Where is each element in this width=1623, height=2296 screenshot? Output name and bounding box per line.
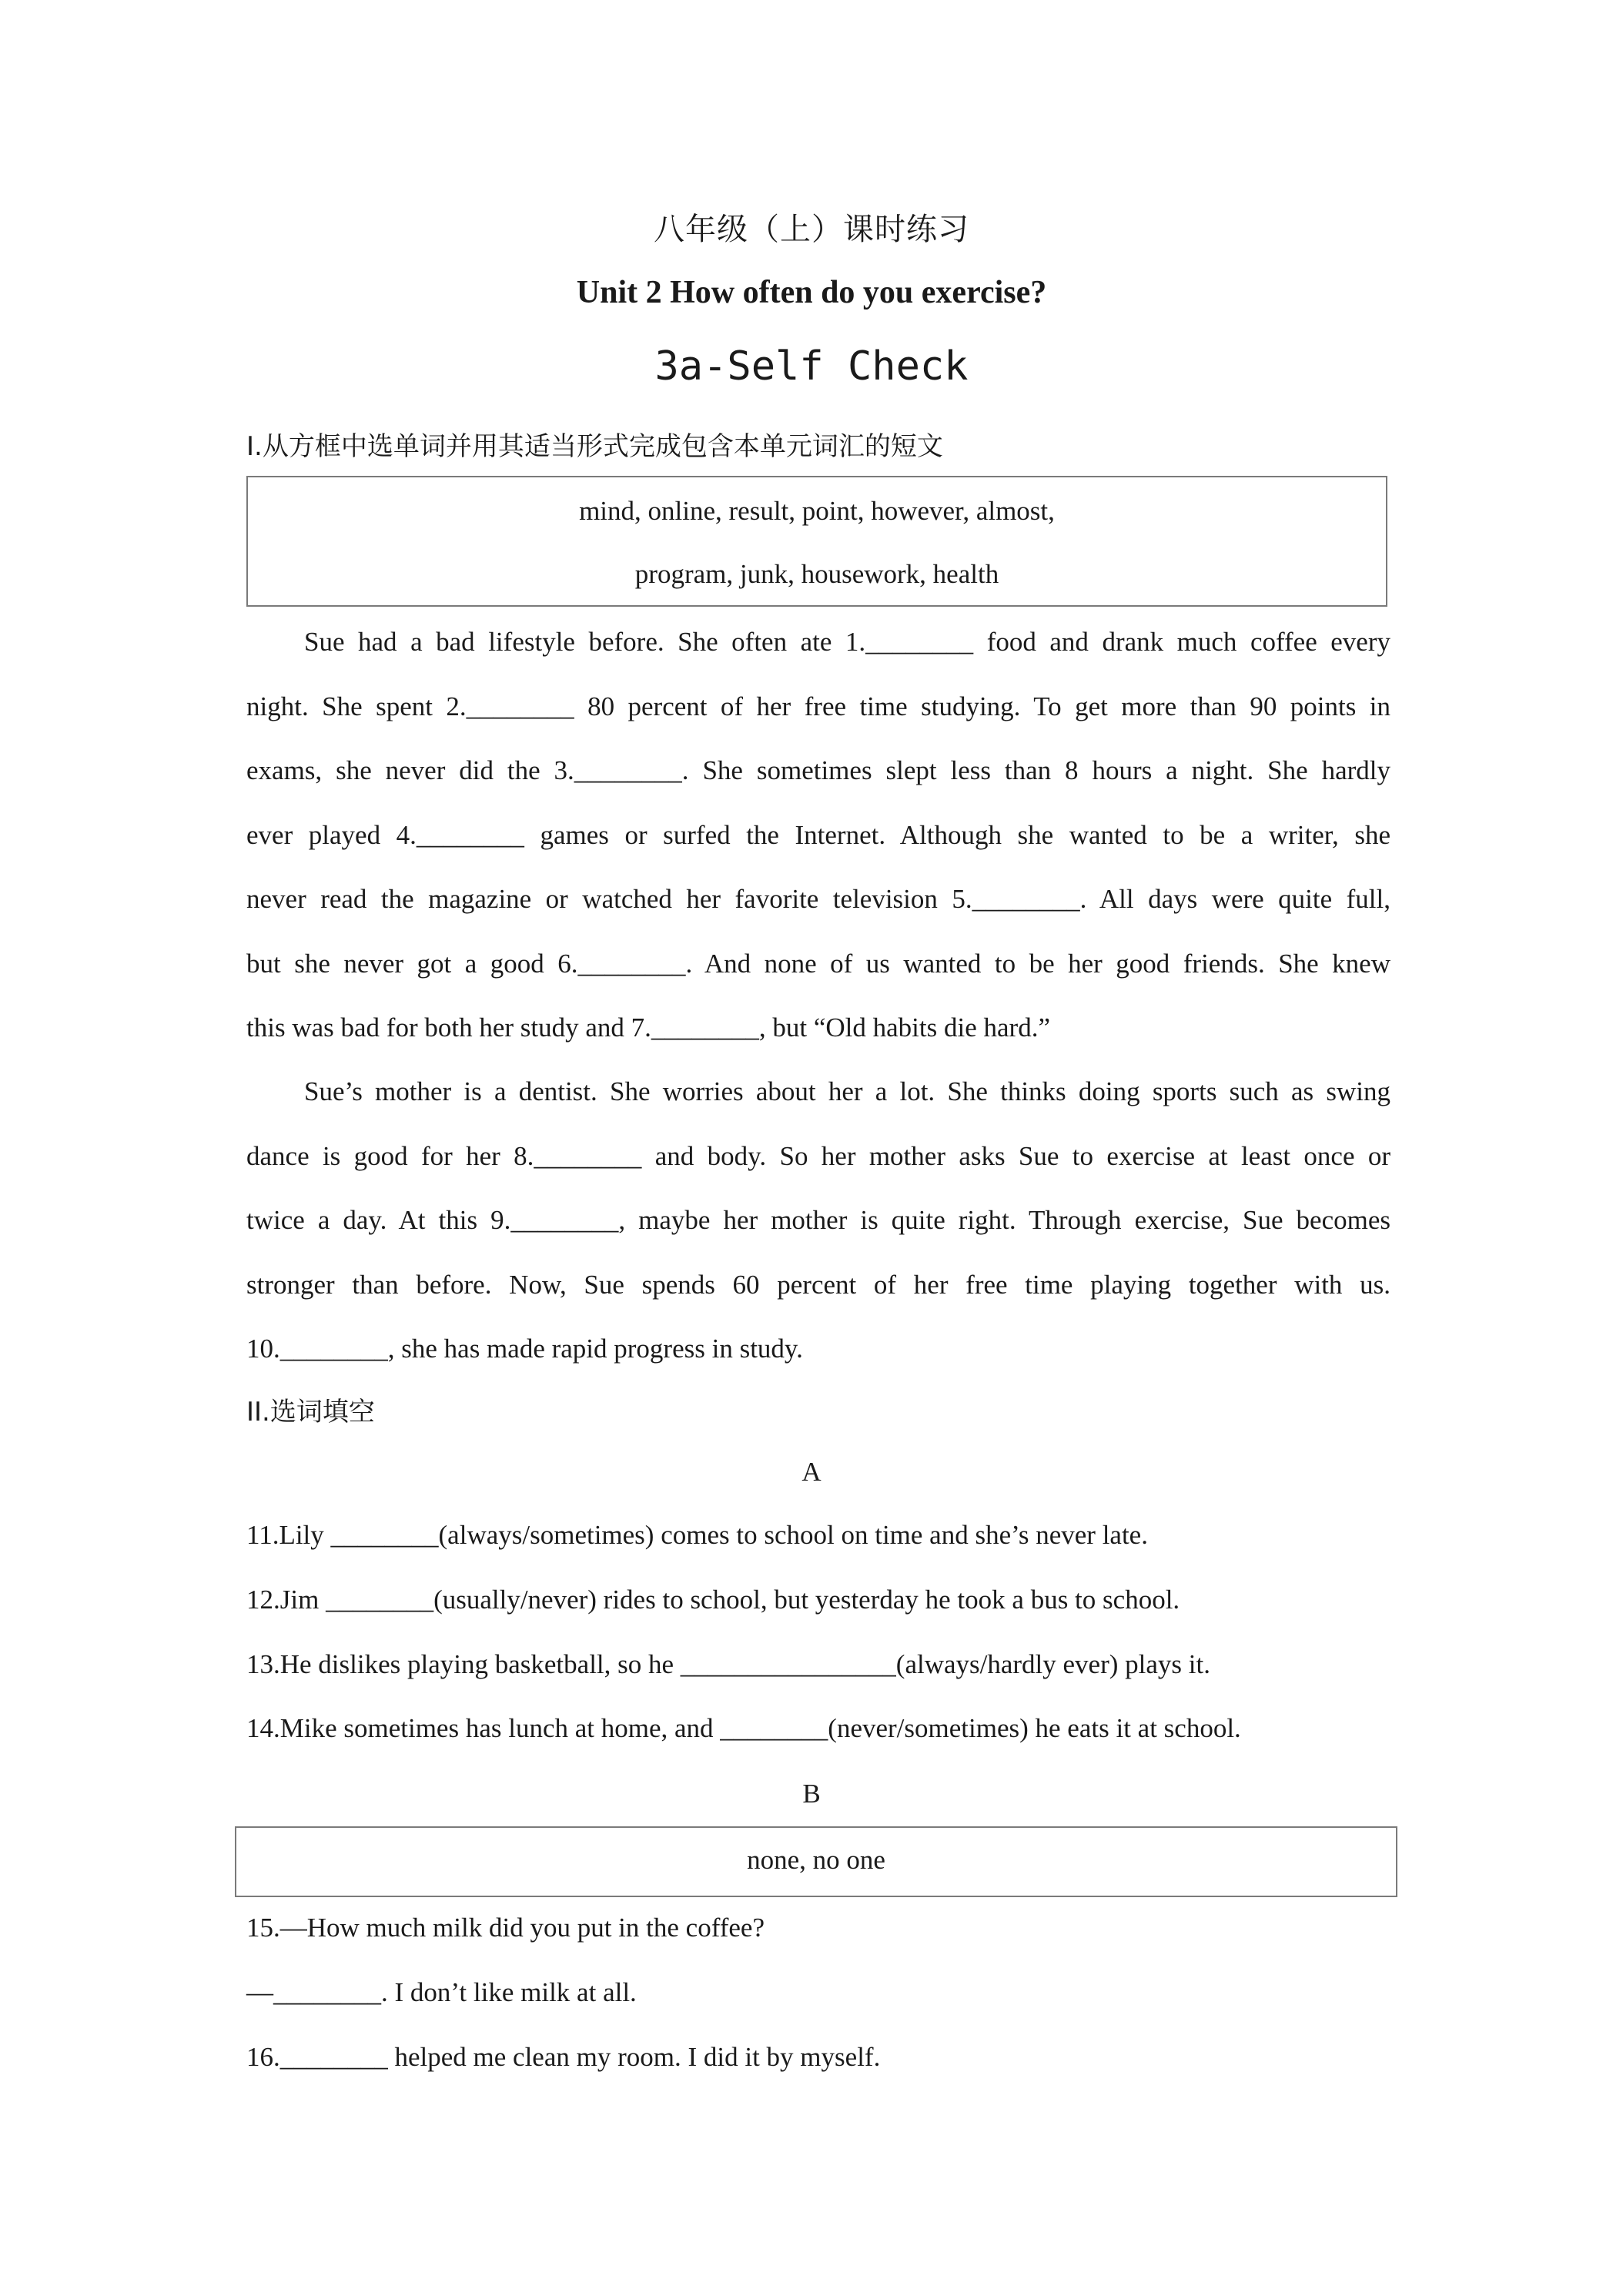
passage-line: 10.________, she has made rapid progress in study.	[246, 1334, 803, 1364]
passage-line: this was bad for both her study and 7.________, but “Old habits die hard.”	[246, 1012, 1050, 1043]
passage-line: twice a day. At this 9.________, maybe her mother is quite right. Through exercise, Sue becomes	[246, 1205, 1390, 1235]
passage-line: dance is good for her 8.________ and body. So her mother asks Sue to exercise at least once or	[246, 1140, 1390, 1171]
passage-paragraph-1	[246, 610, 1390, 1060]
question-item: 16.________ helped me clean my room. I did it by myself.	[246, 2042, 881, 2072]
passage-line: but she never got a good 6.________. And none of us wanted to be her good friends. She knew	[246, 948, 1390, 979]
part-b-label: B	[802, 1779, 821, 1809]
word-box-line: program, junk, housework, health	[634, 559, 999, 589]
question-item: 15.—How much milk did you put in the coffee?	[246, 1913, 765, 1943]
answer-line: —________. I don’t like milk at all.	[246, 1977, 637, 2007]
question-item: 12.Jim ________(usually/never) rides to school, but yesterday he took a bus to school.	[246, 1585, 1180, 1615]
part-b-word-box-text: none, no one	[747, 1845, 885, 1875]
lesson-title: 3a-Self Check	[654, 343, 969, 390]
part-b-word-box	[235, 1826, 1397, 1897]
section1-heading: I.从方框中选单词并用其适当形式完成包含本单元词汇的短文	[246, 431, 943, 462]
question-item: 13.He dislikes playing basketball, so he ________________(always/hardly ever) plays it.	[246, 1649, 1210, 1679]
unit-title: Unit 2 How often do you exercise?	[576, 275, 1047, 310]
passage-line: Sue had a bad lifestyle before. She often ate 1.________ food and drank much coffee every	[304, 627, 1390, 657]
passage-line: never read the magazine or watched her favorite television 5.________. All days were quite full,	[246, 884, 1390, 914]
word-box	[246, 476, 1387, 607]
question-item: 14.Mike sometimes has lunch at home, and ________(never/sometimes) he eats it at school.	[246, 1713, 1241, 1743]
word-box-line: mind, online, result, point, however, almost,	[579, 496, 1055, 526]
passage-line: exams, she never did the 3.________. She sometimes slept less than 8 hours a night. She hardly	[246, 755, 1390, 785]
passage-line: stronger than before. Now, Sue spends 60 percent of her free time playing together with us.	[246, 1269, 1390, 1300]
grade-title: 八年级（上）课时练习	[654, 212, 969, 247]
passage-paragraph-2	[246, 1059, 1390, 1381]
passage-line: ever played 4.________ games or surfed the Internet. Although she wanted to be a writer, she	[246, 819, 1390, 850]
section2-heading: II.选词填空	[246, 1397, 375, 1427]
part-a-label: A	[801, 1457, 822, 1487]
question-item: 11.Lily ________(always/sometimes) comes to school on time and she’s never late.	[246, 1520, 1148, 1550]
passage-line: Sue’s mother is a dentist. She worries about her a lot. She thinks doing sports such as swing	[304, 1076, 1390, 1106]
passage-line: night. She spent 2.________ 80 percent of her free time studying. To get more than 90 points in	[246, 691, 1390, 721]
